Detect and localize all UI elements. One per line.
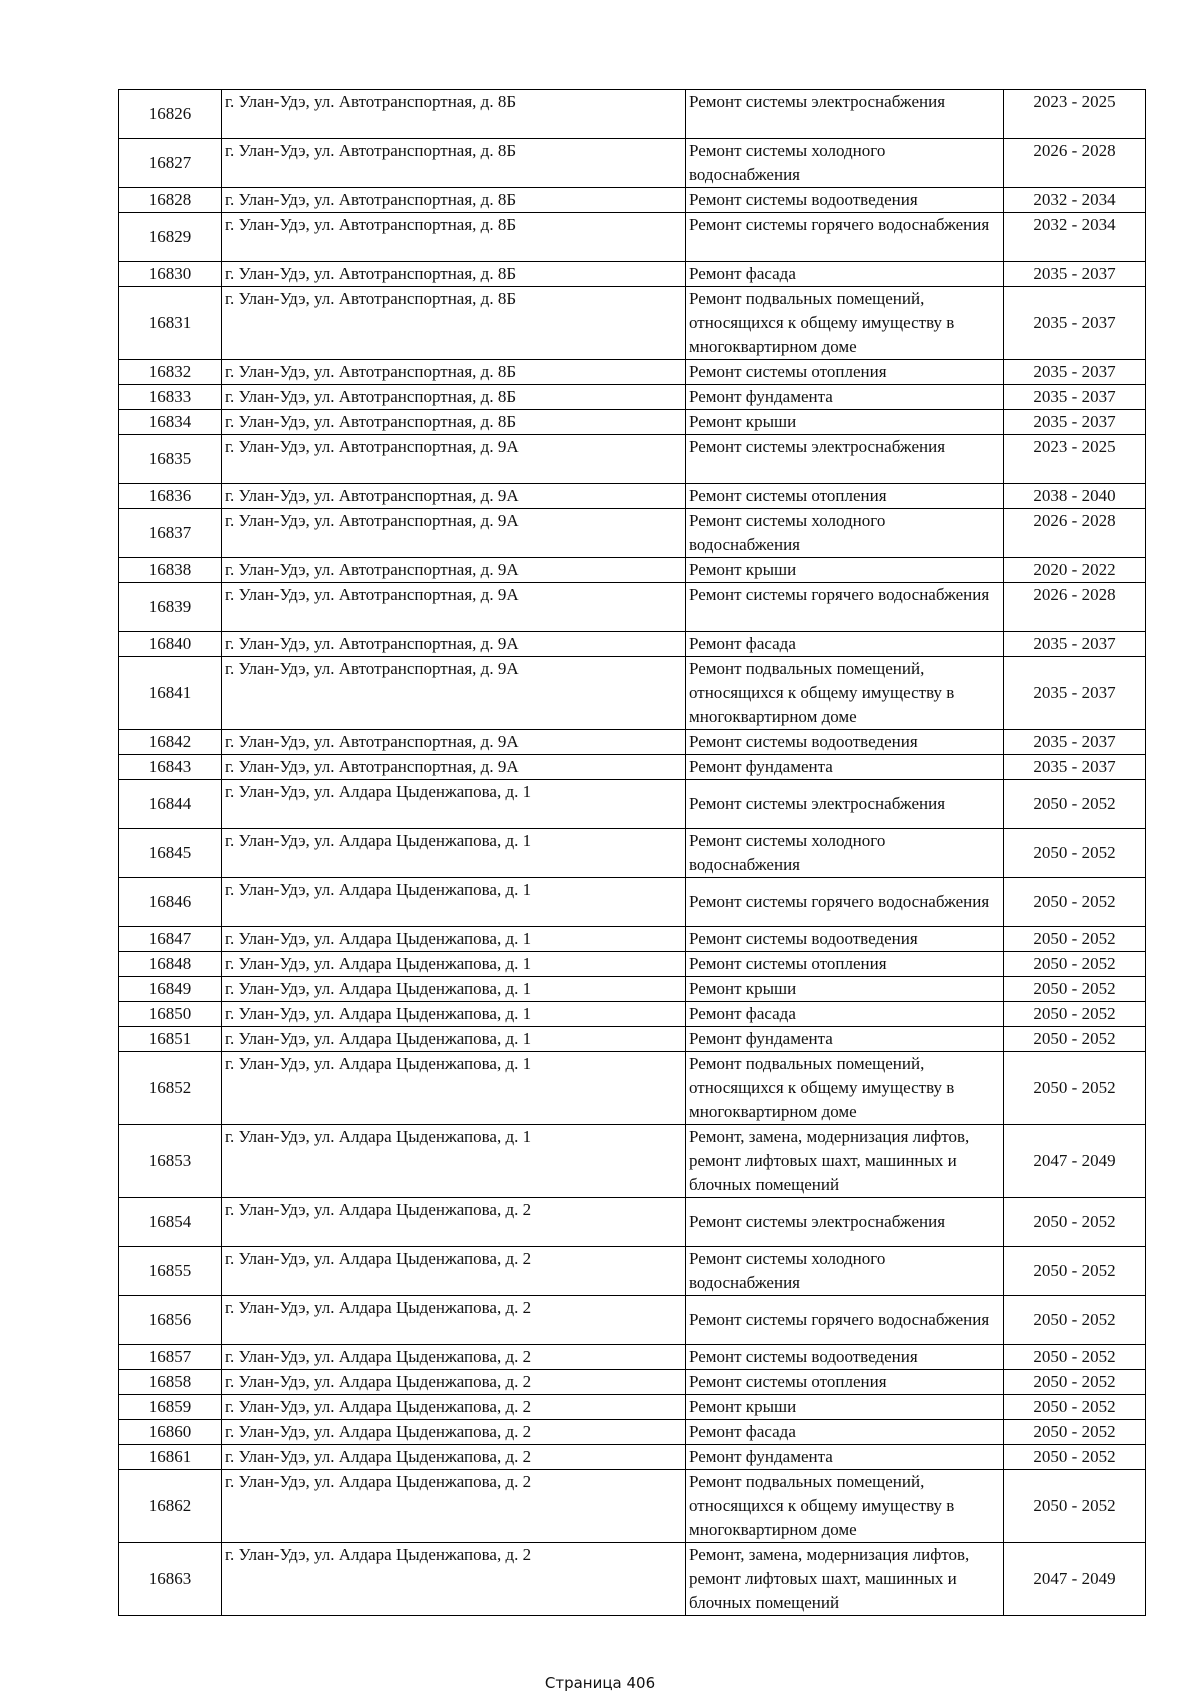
address-cell: г. Улан-Удэ, ул. Алдара Цыденжапова, д. 1 (222, 1125, 686, 1198)
work-type-cell: Ремонт фундамента (686, 1445, 1004, 1470)
period-cell: 2050 - 2052 (1004, 1296, 1146, 1345)
table-row (119, 90, 1146, 139)
work-type-cell: Ремонт, замена, модернизация лифтов, ремонт лифтовых шахт, машинных и блочных помещений (686, 1125, 1004, 1198)
period-cell: 2032 - 2034 (1004, 213, 1146, 262)
work-type-cell: Ремонт подвальных помещений, относящихся к общему имуществу в многоквартирном доме (686, 1052, 1004, 1125)
period-cell: 2050 - 2052 (1004, 1395, 1146, 1420)
table-row (119, 213, 1146, 262)
address-cell: г. Улан-Удэ, ул. Алдара Цыденжапова, д. 1 (222, 829, 686, 878)
address-cell: г. Улан-Удэ, ул. Автотранспортная, д. 9А (222, 484, 686, 509)
table-row (119, 1445, 1146, 1470)
row-number: 16835 (119, 435, 222, 484)
period-cell: 2026 - 2028 (1004, 583, 1146, 632)
row-number: 16845 (119, 829, 222, 878)
work-type-cell: Ремонт крыши (686, 558, 1004, 583)
row-number: 16847 (119, 927, 222, 952)
address-cell: г. Улан-Удэ, ул. Автотранспортная, д. 9А (222, 632, 686, 657)
period-cell: 2032 - 2034 (1004, 188, 1146, 213)
address-cell: г. Улан-Удэ, ул. Автотранспортная, д. 9А (222, 730, 686, 755)
address-cell: г. Улан-Удэ, ул. Алдара Цыденжапова, д. 1 (222, 878, 686, 927)
table-row (119, 1027, 1146, 1052)
period-cell: 2026 - 2028 (1004, 509, 1146, 558)
period-cell: 2050 - 2052 (1004, 1198, 1146, 1247)
row-number: 16859 (119, 1395, 222, 1420)
address-cell: г. Улан-Удэ, ул. Алдара Цыденжапова, д. 2 (222, 1370, 686, 1395)
period-cell: 2050 - 2052 (1004, 1470, 1146, 1543)
row-number: 16848 (119, 952, 222, 977)
table-row (119, 1247, 1146, 1296)
period-cell: 2035 - 2037 (1004, 730, 1146, 755)
row-number: 16850 (119, 1002, 222, 1027)
address-cell: г. Улан-Удэ, ул. Автотранспортная, д. 8Б (222, 213, 686, 262)
row-number: 16861 (119, 1445, 222, 1470)
table-row (119, 360, 1146, 385)
work-type-cell: Ремонт фундамента (686, 385, 1004, 410)
period-cell: 2050 - 2052 (1004, 927, 1146, 952)
work-type-cell: Ремонт фундамента (686, 755, 1004, 780)
address-cell: г. Улан-Удэ, ул. Алдара Цыденжапова, д. 2 (222, 1247, 686, 1296)
table-row (119, 262, 1146, 287)
work-type-cell: Ремонт системы холодного водоснабжения (686, 1247, 1004, 1296)
period-cell: 2023 - 2025 (1004, 435, 1146, 484)
table-row (119, 952, 1146, 977)
table-row (119, 410, 1146, 435)
work-type-cell: Ремонт системы холодного водоснабжения (686, 139, 1004, 188)
table-body (119, 90, 1146, 1616)
table-row (119, 1543, 1146, 1616)
table-row (119, 927, 1146, 952)
period-cell: 2020 - 2022 (1004, 558, 1146, 583)
work-type-cell: Ремонт системы горячего водоснабжения (686, 878, 1004, 927)
work-type-cell: Ремонт системы отопления (686, 484, 1004, 509)
period-cell: 2035 - 2037 (1004, 632, 1146, 657)
address-cell: г. Улан-Удэ, ул. Автотранспортная, д. 8Б (222, 90, 686, 139)
row-number: 16862 (119, 1470, 222, 1543)
table-row (119, 878, 1146, 927)
row-number: 16840 (119, 632, 222, 657)
address-cell: г. Улан-Удэ, ул. Автотранспортная, д. 9А (222, 583, 686, 632)
table-row (119, 730, 1146, 755)
table-row (119, 583, 1146, 632)
table-row (119, 755, 1146, 780)
address-cell: г. Улан-Удэ, ул. Алдара Цыденжапова, д. 1 (222, 977, 686, 1002)
row-number: 16832 (119, 360, 222, 385)
address-cell: г. Улан-Удэ, ул. Алдара Цыденжапова, д. 2 (222, 1543, 686, 1616)
address-cell: г. Улан-Удэ, ул. Автотранспортная, д. 8Б (222, 410, 686, 435)
row-number: 16833 (119, 385, 222, 410)
address-cell: г. Улан-Удэ, ул. Алдара Цыденжапова, д. 1 (222, 952, 686, 977)
row-number: 16846 (119, 878, 222, 927)
work-type-cell: Ремонт системы холодного водоснабжения (686, 509, 1004, 558)
period-cell: 2050 - 2052 (1004, 1052, 1146, 1125)
work-type-cell: Ремонт системы водоотведения (686, 188, 1004, 213)
table-row (119, 977, 1146, 1002)
row-number: 16849 (119, 977, 222, 1002)
period-cell: 2050 - 2052 (1004, 780, 1146, 829)
work-type-cell: Ремонт системы горячего водоснабжения (686, 583, 1004, 632)
work-type-cell: Ремонт фасада (686, 632, 1004, 657)
row-number: 16837 (119, 509, 222, 558)
table-row (119, 435, 1146, 484)
period-cell: 2050 - 2052 (1004, 952, 1146, 977)
period-cell: 2050 - 2052 (1004, 1027, 1146, 1052)
address-cell: г. Улан-Удэ, ул. Автотранспортная, д. 8Б (222, 385, 686, 410)
row-number: 16860 (119, 1420, 222, 1445)
work-type-cell: Ремонт крыши (686, 410, 1004, 435)
table-row (119, 1420, 1146, 1445)
row-number: 16826 (119, 90, 222, 139)
work-type-cell: Ремонт системы холодного водоснабжения (686, 829, 1004, 878)
work-type-cell: Ремонт фасада (686, 1002, 1004, 1027)
address-cell: г. Улан-Удэ, ул. Алдара Цыденжапова, д. 2 (222, 1296, 686, 1345)
address-cell: г. Улан-Удэ, ул. Автотранспортная, д. 9А (222, 755, 686, 780)
row-number: 16852 (119, 1052, 222, 1125)
row-number: 16841 (119, 657, 222, 730)
period-cell: 2035 - 2037 (1004, 385, 1146, 410)
table-row (119, 1296, 1146, 1345)
row-number: 16836 (119, 484, 222, 509)
row-number: 16838 (119, 558, 222, 583)
table-row (119, 139, 1146, 188)
work-type-cell: Ремонт системы электроснабжения (686, 90, 1004, 139)
address-cell: г. Улан-Удэ, ул. Алдара Цыденжапова, д. 2 (222, 1420, 686, 1445)
work-type-cell: Ремонт фундамента (686, 1027, 1004, 1052)
period-cell: 2050 - 2052 (1004, 1420, 1146, 1445)
table-row (119, 558, 1146, 583)
work-type-cell: Ремонт системы горячего водоснабжения (686, 213, 1004, 262)
address-cell: г. Улан-Удэ, ул. Алдара Цыденжапова, д. 2 (222, 1445, 686, 1470)
address-cell: г. Улан-Удэ, ул. Алдара Цыденжапова, д. 1 (222, 1027, 686, 1052)
row-number: 16855 (119, 1247, 222, 1296)
address-cell: г. Улан-Удэ, ул. Автотранспортная, д. 9А (222, 657, 686, 730)
period-cell: 2050 - 2052 (1004, 1370, 1146, 1395)
work-type-cell: Ремонт фасада (686, 262, 1004, 287)
period-cell: 2035 - 2037 (1004, 360, 1146, 385)
period-cell: 2026 - 2028 (1004, 139, 1146, 188)
work-type-cell: Ремонт подвальных помещений, относящихся к общему имуществу в многоквартирном доме (686, 657, 1004, 730)
work-type-cell: Ремонт, замена, модернизация лифтов, ремонт лифтовых шахт, машинных и блочных помещений (686, 1543, 1004, 1616)
period-cell: 2035 - 2037 (1004, 287, 1146, 360)
table-row (119, 1395, 1146, 1420)
work-type-cell: Ремонт системы отопления (686, 360, 1004, 385)
work-type-cell: Ремонт системы электроснабжения (686, 435, 1004, 484)
table-row (119, 484, 1146, 509)
address-cell: г. Улан-Удэ, ул. Алдара Цыденжапова, д. 2 (222, 1345, 686, 1370)
work-type-cell: Ремонт системы отопления (686, 1370, 1004, 1395)
row-number: 16828 (119, 188, 222, 213)
work-type-cell: Ремонт системы водоотведения (686, 927, 1004, 952)
table-row (119, 509, 1146, 558)
address-cell: г. Улан-Удэ, ул. Алдара Цыденжапова, д. 1 (222, 1002, 686, 1027)
row-number: 16844 (119, 780, 222, 829)
work-type-cell: Ремонт системы электроснабжения (686, 1198, 1004, 1247)
table-row (119, 1470, 1146, 1543)
address-cell: г. Улан-Удэ, ул. Алдара Цыденжапова, д. 2 (222, 1470, 686, 1543)
work-type-cell: Ремонт подвальных помещений, относящихся к общему имуществу в многоквартирном доме (686, 287, 1004, 360)
work-type-cell: Ремонт крыши (686, 977, 1004, 1002)
address-cell: г. Улан-Удэ, ул. Автотранспортная, д. 8Б (222, 139, 686, 188)
row-number: 16853 (119, 1125, 222, 1198)
address-cell: г. Улан-Удэ, ул. Алдара Цыденжапова, д. 1 (222, 1052, 686, 1125)
table-row (119, 632, 1146, 657)
work-type-cell: Ремонт системы водоотведения (686, 730, 1004, 755)
row-number: 16842 (119, 730, 222, 755)
period-cell: 2023 - 2025 (1004, 90, 1146, 139)
table-row (119, 287, 1146, 360)
table-row (119, 1370, 1146, 1395)
address-cell: г. Улан-Удэ, ул. Алдара Цыденжапова, д. 1 (222, 780, 686, 829)
period-cell: 2035 - 2037 (1004, 657, 1146, 730)
row-number: 16830 (119, 262, 222, 287)
table-row (119, 1052, 1146, 1125)
row-number: 16854 (119, 1198, 222, 1247)
table-row (119, 385, 1146, 410)
row-number: 16839 (119, 583, 222, 632)
row-number: 16829 (119, 213, 222, 262)
period-cell: 2050 - 2052 (1004, 1445, 1146, 1470)
address-cell: г. Улан-Удэ, ул. Автотранспортная, д. 9А (222, 558, 686, 583)
row-number: 16857 (119, 1345, 222, 1370)
work-type-cell: Ремонт системы водоотведения (686, 1345, 1004, 1370)
address-cell: г. Улан-Удэ, ул. Автотранспортная, д. 8Б (222, 287, 686, 360)
period-cell: 2050 - 2052 (1004, 878, 1146, 927)
period-cell: 2050 - 2052 (1004, 1002, 1146, 1027)
period-cell: 2035 - 2037 (1004, 262, 1146, 287)
work-type-cell: Ремонт системы горячего водоснабжения (686, 1296, 1004, 1345)
address-cell: г. Улан-Удэ, ул. Автотранспортная, д. 9А (222, 509, 686, 558)
period-cell: 2035 - 2037 (1004, 755, 1146, 780)
table-row (119, 829, 1146, 878)
period-cell: 2050 - 2052 (1004, 829, 1146, 878)
row-number: 16863 (119, 1543, 222, 1616)
row-number: 16851 (119, 1027, 222, 1052)
period-cell: 2047 - 2049 (1004, 1125, 1146, 1198)
address-cell: г. Улан-Удэ, ул. Алдара Цыденжапова, д. 1 (222, 927, 686, 952)
row-number: 16858 (119, 1370, 222, 1395)
row-number: 16831 (119, 287, 222, 360)
work-type-cell: Ремонт фасада (686, 1420, 1004, 1445)
work-type-cell: Ремонт системы отопления (686, 952, 1004, 977)
row-number: 16827 (119, 139, 222, 188)
table-row (119, 780, 1146, 829)
address-cell: г. Улан-Удэ, ул. Алдара Цыденжапова, д. 2 (222, 1198, 686, 1247)
period-cell: 2050 - 2052 (1004, 977, 1146, 1002)
row-number: 16834 (119, 410, 222, 435)
period-cell: 2050 - 2052 (1004, 1247, 1146, 1296)
work-type-cell: Ремонт крыши (686, 1395, 1004, 1420)
address-cell: г. Улан-Удэ, ул. Автотранспортная, д. 8Б (222, 262, 686, 287)
table-row (119, 188, 1146, 213)
address-cell: г. Улан-Удэ, ул. Автотранспортная, д. 9А (222, 435, 686, 484)
row-number: 16856 (119, 1296, 222, 1345)
page-number: Страница 406 (544, 1674, 656, 1692)
work-type-cell: Ремонт системы электроснабжения (686, 780, 1004, 829)
table-row (119, 1125, 1146, 1198)
address-cell: г. Улан-Удэ, ул. Автотранспортная, д. 8Б (222, 188, 686, 213)
row-number: 16843 (119, 755, 222, 780)
period-cell: 2047 - 2049 (1004, 1543, 1146, 1616)
table-row (119, 657, 1146, 730)
address-cell: г. Улан-Удэ, ул. Автотранспортная, д. 8Б (222, 360, 686, 385)
period-cell: 2050 - 2052 (1004, 1345, 1146, 1370)
period-cell: 2035 - 2037 (1004, 410, 1146, 435)
table-row (119, 1198, 1146, 1247)
period-cell: 2038 - 2040 (1004, 484, 1146, 509)
table-row (119, 1345, 1146, 1370)
work-type-cell: Ремонт подвальных помещений, относящихся к общему имуществу в многоквартирном доме (686, 1470, 1004, 1543)
repair-schedule-table (118, 89, 1146, 1616)
table-row (119, 1002, 1146, 1027)
address-cell: г. Улан-Удэ, ул. Алдара Цыденжапова, д. 2 (222, 1395, 686, 1420)
